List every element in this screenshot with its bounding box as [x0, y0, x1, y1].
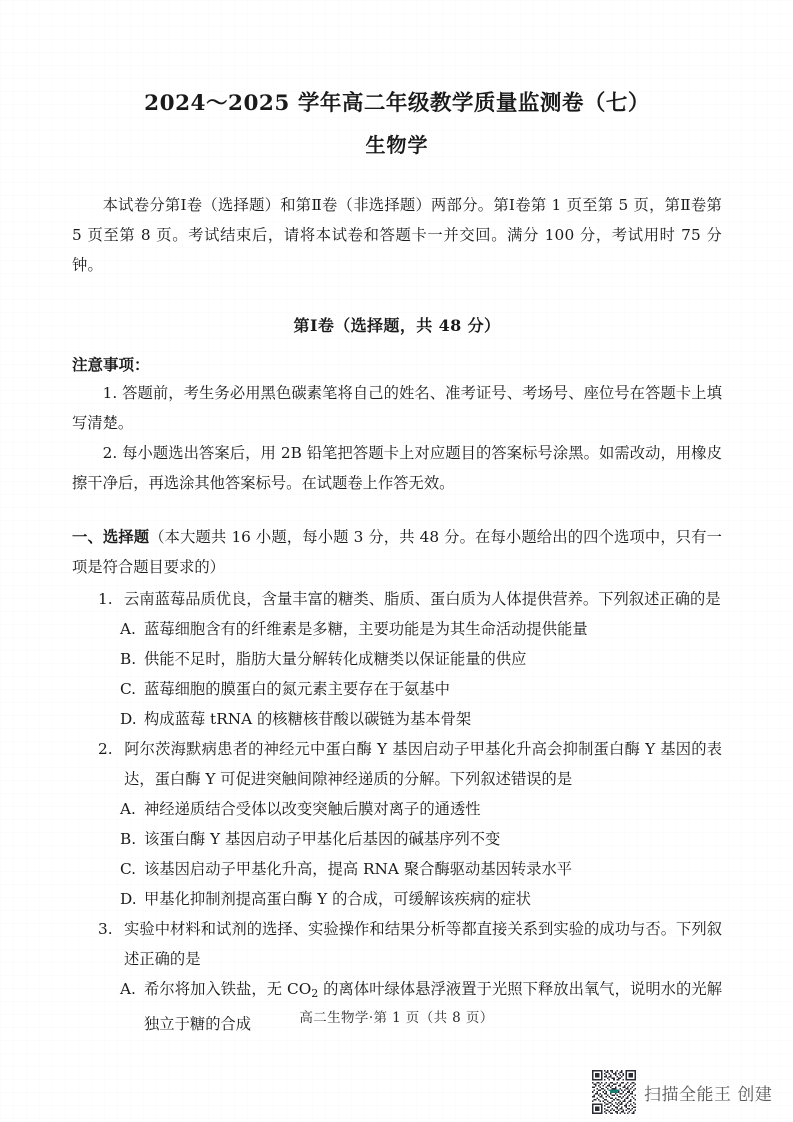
multiple-choice-heading	[72, 522, 722, 582]
exam-instructions: 本试卷分第Ⅰ卷（选择题）和第Ⅱ卷（非选择题）两部分。第Ⅰ卷第 1 页至第 5 页，第Ⅱ卷第 5 页至第 8 页。考试结束后，请将本试卷和答题卡一并交回。满分 100 分，考试用时 75 分钟。	[72, 196, 722, 275]
question-2-option-b[interactable]	[120, 824, 722, 854]
multiple-choice-heading-detail: （本大题共 16 小题，每小题 3 分，共 48 分。在每小题给出的四个选项中，只有一项是符合题目要求的）	[72, 528, 722, 577]
question-2-option-a[interactable]	[120, 794, 722, 824]
question-2-options	[120, 794, 722, 914]
option-text: 蓝莓细胞含有的纤维素是多糖，主要功能是为其生命活动提供能量	[144, 620, 588, 639]
subject-title: 生物学	[365, 133, 429, 158]
option-label: C.	[120, 860, 137, 879]
question-2-text: 阿尔茨海默病患者的神经元中蛋白酶 Y 基因启动子甲基化升高会抑制蛋白酶 Y 基因的表达，蛋白酶 Y 可促进突触间隙神经递质的分解。下列叙述错误的是	[124, 740, 722, 789]
option-text: 该蛋白酶 Y 基因启动子甲基化后基因的碱基序列不变	[144, 830, 501, 849]
question-2-option-c[interactable]	[120, 854, 722, 884]
option-text: 神经递质结合受体以改变突触后膜对离子的通透性	[144, 800, 481, 819]
option-label: A.	[120, 980, 136, 999]
question-1-number: 1.	[98, 590, 113, 609]
question-1-options	[120, 614, 722, 734]
option-text: 供能不足时，脂肪大量分解转化成糖类以保证能量的供应	[144, 650, 527, 669]
page-content	[72, 0, 722, 1039]
option-label: D.	[120, 710, 137, 729]
notice-item-1: 1. 答题前，考生务必用黑色碳素笔将自己的姓名、准考证号、考场号、座位号在答题卡上填写清楚。	[72, 384, 722, 433]
qr-code-icon	[592, 1070, 636, 1114]
watermark-text: 扫描全能王 创建	[644, 1084, 773, 1105]
question-2	[72, 734, 722, 914]
option-label: A.	[120, 620, 136, 639]
question-1-stem	[98, 584, 722, 614]
question-1-option-c[interactable]	[120, 674, 722, 704]
page-footer: 高二生物学·第 1 页（共 8 页）	[299, 1010, 494, 1026]
option-label: C.	[120, 680, 137, 699]
option-text-post: 的离体叶绿体悬浮液置于光照下释放出氧气，说明水的光解独立于糖的合成	[144, 980, 722, 1034]
option-text: 构成蓝莓 tRNA 的核糖核苷酸以碳链为基本骨架	[144, 710, 472, 729]
notice-title: 注意事项：	[72, 355, 150, 375]
question-1-option-a[interactable]	[120, 614, 722, 644]
option-label: D.	[120, 890, 137, 909]
subscript-2: 2	[311, 987, 319, 1001]
option-text: 该基因启动子甲基化升高，提高 RNA 聚合酶驱动基因转录水平	[144, 860, 573, 879]
question-1	[72, 584, 722, 734]
question-2-option-d[interactable]	[120, 884, 722, 914]
page-title: 2024～2025 学年高二年级教学质量监测卷（七）	[144, 91, 650, 116]
option-text: 蓝莓细胞的膜蛋白的氮元素主要存在于氨基中	[144, 680, 450, 699]
question-1-option-d[interactable]	[120, 704, 722, 734]
scan-watermark	[592, 1070, 772, 1114]
question-list	[72, 584, 722, 1039]
question-1-option-b[interactable]	[120, 644, 722, 674]
question-3-stem	[98, 914, 722, 974]
option-label: B.	[120, 830, 137, 849]
question-3-text: 实验中材料和试剂的选择、实验操作和结果分析等都直接关系到实验的成功与否。下列叙述正确的是	[124, 920, 722, 969]
multiple-choice-heading-label: 一、选择题	[72, 528, 150, 547]
question-1-text: 云南蓝莓品质优良，含量丰富的糖类、脂质、蛋白质为人体提供营养。下列叙述正确的是	[124, 590, 721, 609]
option-label: B.	[120, 650, 137, 669]
section-heading: 第Ⅰ卷（选择题，共 48 分）	[293, 316, 501, 336]
question-3-number: 3.	[98, 920, 113, 939]
question-2-stem	[98, 734, 722, 794]
notice-item-2: 2. 每小题选出答案后，用 2B 铅笔把答题卡上对应题目的答案标号涂黑。如需改动，用橡皮擦干净后，再选涂其他答案标号。在试题卷上作答无效。	[72, 444, 722, 493]
option-text-pre: 希尔将加入铁盐，无 CO	[144, 980, 312, 999]
option-text: 甲基化抑制剂提高蛋白酶 Y 的合成，可缓解该疾病的症状	[144, 890, 531, 909]
option-label: A.	[120, 800, 136, 819]
question-2-number: 2.	[98, 740, 113, 759]
